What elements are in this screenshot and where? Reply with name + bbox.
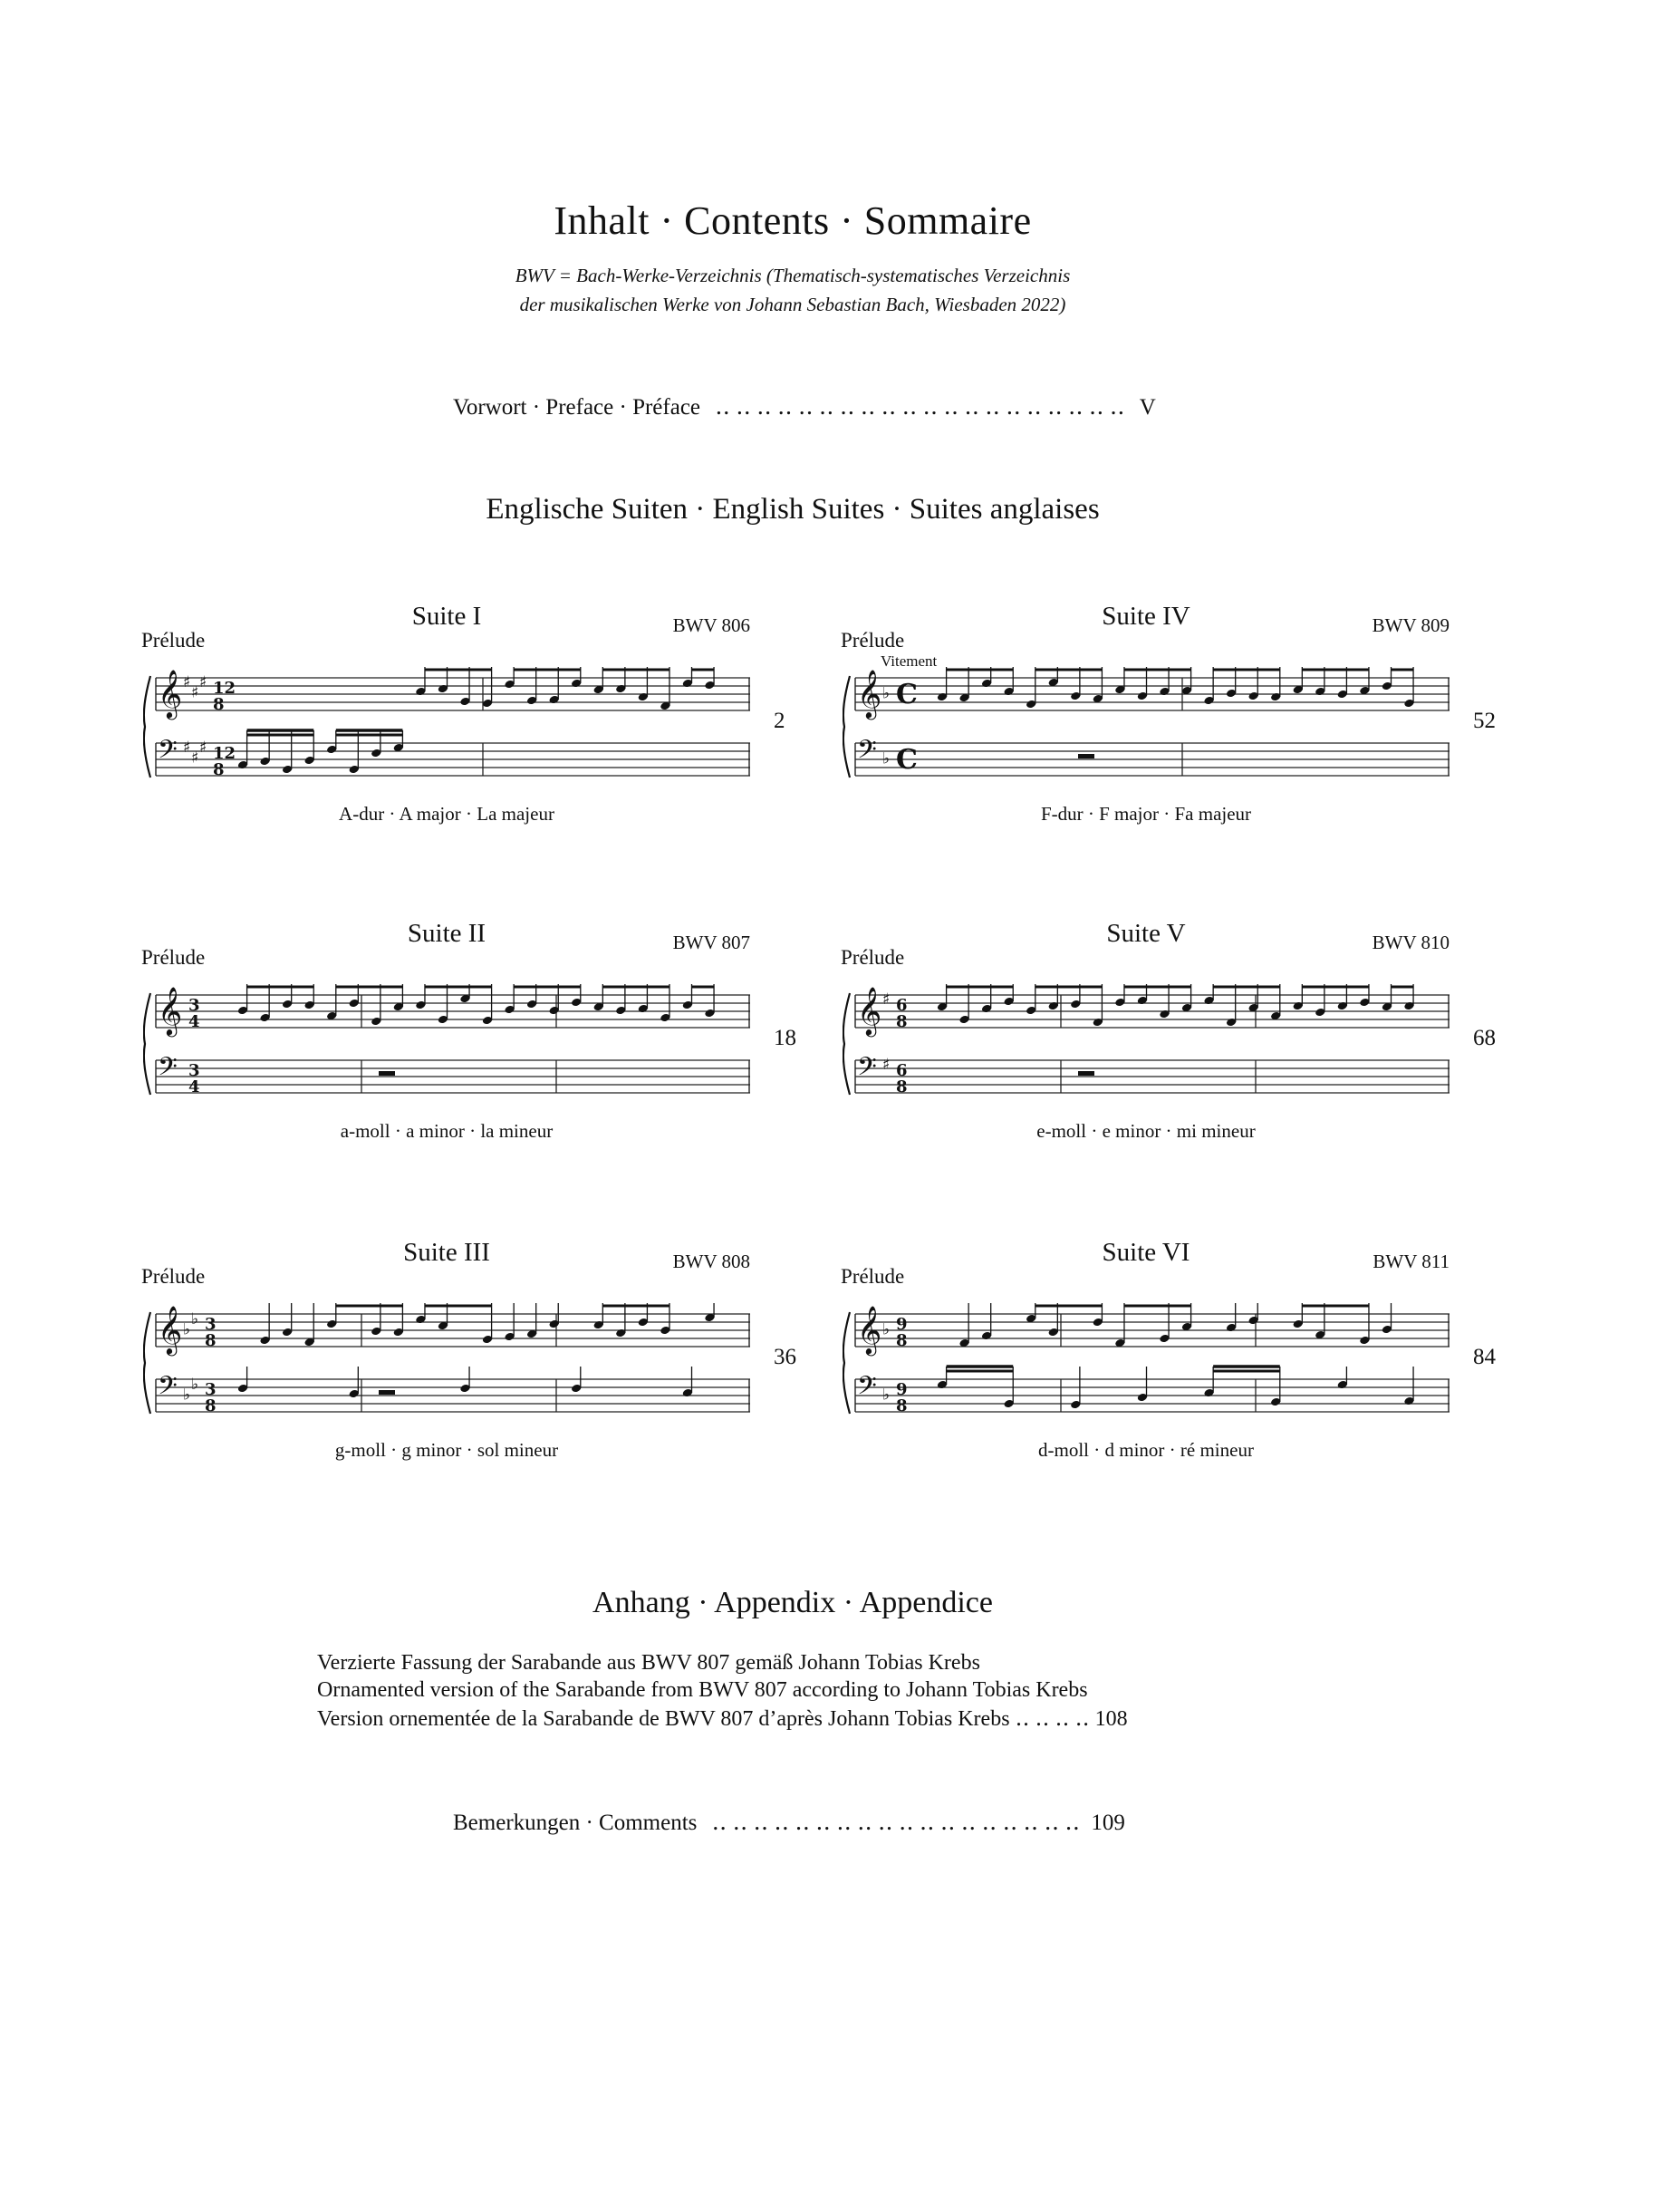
bass-clef-icon: 𝄢 — [158, 1371, 178, 1407]
section-heading-suites: Englische Suiten · English Suites · Suites anglaises — [486, 493, 1100, 526]
sharp-icon: ♯ — [882, 990, 891, 1009]
whole-rest-icon — [1078, 1071, 1094, 1076]
bass-staff — [855, 735, 1450, 776]
time-signature-top: 3 — [188, 1061, 200, 1080]
time-signature-top: 3 — [205, 1380, 217, 1399]
sharp-icon: ♯ — [199, 672, 207, 691]
time-signature-bottom: 8 — [896, 1012, 908, 1031]
brace — [144, 993, 150, 1095]
key-label: d-moll · d minor · ré mineur — [1038, 1439, 1254, 1461]
bwv-note-line-2: der musikalischen Werke von Johann Sebastian Bach, Wiesbaden 2022) — [519, 294, 1066, 315]
treble-clef-icon: 𝄞 — [158, 669, 183, 718]
flat-icon: ♭ — [191, 1309, 199, 1328]
comments-page: 109 — [1091, 1811, 1125, 1835]
music-incipit — [143, 984, 750, 1102]
treble-clef-icon: 𝄞 — [857, 986, 882, 1035]
time-signature-top: 9 — [896, 1380, 908, 1399]
common-time-icon: C — [896, 744, 918, 776]
suite-title: Suite III — [403, 1238, 490, 1267]
sharp-icon: ♯ — [191, 683, 199, 702]
appendix-line-fr[interactable]: Version ornementée de la Sarabande de BWV 807 d’après Johann Tobias Krebs ‥ ‥ ‥ ‥ 108 — [317, 1707, 1128, 1731]
key-label: F-dur · F major · Fa majeur — [1040, 803, 1252, 825]
music-incipit — [843, 667, 1450, 785]
bwv-number: BWV 808 — [672, 1251, 750, 1272]
section-heading-appendix: Anhang · Appendix · Appendice — [592, 1586, 993, 1619]
time-signature-top: 9 — [896, 1315, 908, 1334]
time-signature-top: 6 — [896, 996, 908, 1015]
page-number: 18 — [774, 1026, 796, 1050]
treble-clef-icon: 𝄞 — [857, 669, 882, 718]
time-signature-top: 6 — [896, 1061, 908, 1080]
toc-entry-suite-6[interactable] — [841, 1238, 1496, 1473]
bass-staff — [156, 1052, 750, 1096]
incipit-notes — [237, 667, 716, 774]
page-number: 52 — [1473, 709, 1496, 733]
tempo-marking: Vitement — [881, 652, 938, 670]
bwv-number: BWV 807 — [672, 932, 750, 953]
treble-staff — [855, 1305, 1450, 1356]
movement-label: Prélude — [841, 629, 905, 652]
sharp-icon: ♯ — [183, 738, 191, 757]
movement-label: Prélude — [841, 946, 905, 969]
incipit-notes — [937, 984, 1415, 1027]
time-signature-bottom: 8 — [205, 1396, 217, 1415]
movement-label: Prélude — [141, 946, 206, 969]
incipit-notes — [237, 1303, 716, 1398]
flat-icon: ♭ — [882, 749, 891, 768]
page-title: Inhalt · Contents · Sommaire — [554, 198, 1032, 243]
bass-clef-icon: 𝄢 — [857, 735, 877, 771]
whole-rest-icon — [1078, 754, 1094, 758]
flat-icon: ♭ — [882, 1320, 891, 1339]
toc-entry-comments[interactable] — [453, 1809, 1125, 1836]
suite-title: Suite V — [1106, 919, 1186, 948]
bwv-number: BWV 811 — [1373, 1251, 1450, 1272]
preface-page: V — [1139, 395, 1156, 420]
bass-clef-icon: 𝄢 — [857, 1052, 877, 1088]
bass-clef-icon: 𝄢 — [857, 1371, 877, 1407]
bwv-number: BWV 809 — [1372, 614, 1450, 636]
appendix-line-en[interactable]: Ornamented version of the Sarabande from BWV 807 according to Johann Tobias Krebs — [317, 1678, 1088, 1702]
sharp-icon: ♯ — [191, 749, 199, 768]
appendix-line-de[interactable]: Verzierte Fassung der Sarabande aus BWV 807 gemäß Johann Tobias Krebs — [317, 1651, 980, 1675]
music-incipit — [143, 667, 750, 785]
treble-clef-icon: 𝄞 — [158, 1305, 183, 1354]
toc-entry-preface[interactable] — [453, 393, 1156, 420]
bass-clef-icon: 𝄢 — [158, 1052, 178, 1088]
movement-label: Prélude — [141, 629, 206, 652]
common-time-icon: C — [896, 679, 918, 710]
brace — [144, 1312, 150, 1414]
suite-title: Suite IV — [1102, 602, 1190, 631]
bwv-number: BWV 806 — [672, 614, 750, 636]
toc-entry-suite-4[interactable] — [841, 602, 1496, 837]
suite-title: Suite I — [411, 602, 482, 631]
suite-title: Suite VI — [1102, 1238, 1190, 1267]
time-signature-bottom: 8 — [213, 695, 225, 714]
time-signature-bottom: 4 — [188, 1012, 200, 1031]
time-signature-bottom: 8 — [896, 1331, 908, 1350]
treble-staff — [156, 669, 750, 720]
bwv-number: BWV 810 — [1372, 932, 1450, 953]
toc-entry-suite-2[interactable] — [141, 919, 796, 1154]
whole-rest-icon — [379, 1390, 395, 1395]
bass-clef-icon: 𝄢 — [158, 735, 178, 771]
bass-staff — [855, 1371, 1450, 1415]
brace — [144, 676, 150, 778]
brace — [843, 993, 850, 1095]
brace — [843, 1312, 850, 1414]
key-label: a-moll · a minor · la mineur — [340, 1120, 554, 1142]
key-label: g-moll · g minor · sol mineur — [334, 1439, 559, 1461]
toc-entry-suite-3[interactable] — [141, 1238, 796, 1473]
flat-icon: ♭ — [882, 684, 891, 703]
toc-entry-suite-5[interactable] — [841, 919, 1496, 1154]
whole-rest-icon — [379, 1071, 395, 1076]
brace — [843, 676, 850, 778]
treble-staff — [855, 986, 1450, 1037]
dot-leader: ‥ ‥ ‥ ‥ ‥ ‥ ‥ ‥ ‥ ‥ ‥ ‥ ‥ ‥ ‥ ‥ ‥ ‥ — [711, 1811, 1081, 1835]
page-number: 36 — [774, 1345, 796, 1369]
suite-title: Suite II — [407, 919, 486, 948]
flat-icon: ♭ — [183, 1386, 191, 1405]
flat-icon: ♭ — [882, 1386, 891, 1405]
toc-entry-suite-1[interactable] — [141, 602, 785, 837]
music-incipit — [843, 1303, 1450, 1421]
page-number: 2 — [774, 709, 785, 733]
treble-clef-icon: 𝄞 — [857, 1305, 882, 1354]
time-signature-bottom: 8 — [205, 1331, 217, 1350]
time-signature-bottom: 8 — [213, 760, 225, 779]
time-signature-top: 3 — [205, 1315, 217, 1334]
dot-leader: ‥ ‥ ‥ ‥ ‥ ‥ ‥ ‥ ‥ ‥ ‥ ‥ ‥ ‥ ‥ ‥ ‥ ‥ ‥ ‥ — [715, 395, 1125, 420]
time-signature-top: 3 — [188, 996, 200, 1015]
time-signature-bottom: 4 — [188, 1077, 200, 1096]
preface-label: Vorwort · Preface · Préface — [453, 395, 701, 420]
key-label: e-moll · e minor · mi mineur — [1036, 1120, 1256, 1142]
movement-label: Prélude — [841, 1265, 905, 1288]
flat-icon: ♭ — [183, 1320, 191, 1339]
music-incipit — [143, 1303, 750, 1421]
treble-clef-icon: 𝄞 — [158, 986, 183, 1035]
time-signature-bottom: 8 — [896, 1396, 908, 1415]
bass-staff — [156, 735, 750, 779]
music-incipit — [843, 984, 1450, 1102]
bass-staff — [855, 1052, 1450, 1096]
page-number: 68 — [1473, 1026, 1496, 1050]
sharp-icon: ♯ — [183, 672, 191, 691]
flat-icon: ♭ — [191, 1375, 199, 1394]
incipit-notes — [937, 1303, 1415, 1409]
bwv-note-line-1: BWV = Bach-Werke-Verzeichnis (Thematisch-systematisches Verzeichnis — [515, 265, 1071, 286]
comments-label: Bemerkungen · Comments — [453, 1811, 698, 1835]
time-signature-top: 12 — [213, 744, 236, 763]
movement-label: Prélude — [141, 1265, 206, 1288]
key-label: A-dur · A major · La majeur — [339, 803, 554, 825]
sharp-icon: ♯ — [882, 1055, 891, 1074]
time-signature-bottom: 8 — [896, 1077, 908, 1096]
time-signature-top: 12 — [213, 679, 236, 698]
sharp-icon: ♯ — [199, 738, 207, 757]
page-number: 84 — [1473, 1345, 1496, 1369]
bass-staff — [156, 1371, 750, 1415]
